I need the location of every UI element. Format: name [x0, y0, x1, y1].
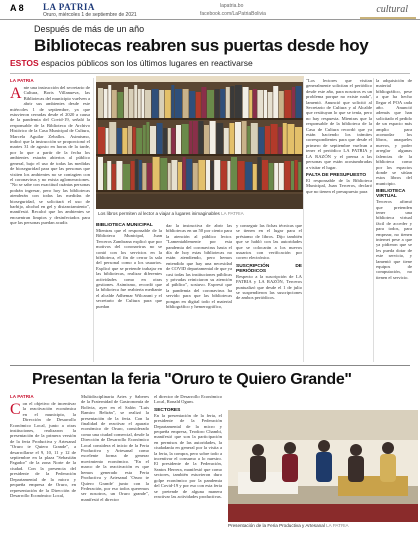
book-spine [143, 125, 146, 154]
book-spine [168, 128, 171, 154]
book-spine [171, 128, 175, 154]
book-spine [189, 121, 192, 154]
book-spine [146, 122, 149, 154]
book-spine [224, 128, 229, 154]
body-text: el director de Desarrollo Económico Local, Ronald Ogum. [154, 394, 222, 405]
book-spine [109, 122, 116, 154]
body-text: "Los lectores que visitan generalmente solicitan el periódico desde este año, para nosotros es un problema porque no existe nada", lamentó. Anunció que solicitó al Secretario de Cultura y al Alcalde que restituyan lo que se tenía, pero no hay respuesta. Mientras que la responsable de la biblioteca de la Casa de Cultura recordó que ya están haciendo los trámites correspondientes para que desde el primero de septiembre vuelvan a tener el periódico LA PATRIA y LA RAZÓN y el prensa a las personas que están acostumbradas a visitar el lugar. [306, 78, 372, 170]
article-column-3 [166, 223, 232, 363]
book-spine [98, 88, 103, 118]
book-spine [112, 164, 116, 190]
shelf-board [96, 190, 304, 192]
book-spine [257, 157, 261, 190]
book-spine [157, 123, 163, 154]
section-underline [360, 17, 416, 19]
book-spine [211, 161, 214, 190]
book-spine [171, 160, 177, 190]
book-spine [298, 162, 301, 190]
website-link[interactable]: lapatria.bo [220, 3, 244, 9]
book-spine [271, 124, 278, 154]
body-text: y conseguir las fichas técnicas que se tienen en el lugar para el préstamo de libros. Dijo también que se habló con las autoridades que se colocarán a los nuevos usuarios con verificación por correo electrónico. [236, 223, 302, 261]
book-spine [176, 125, 181, 154]
body-text: Multidisciplinaria Artes y Saberes de la Fraternidad de Gastronomía de Bolivia, ayer en el Salón "Luis Ramiro Beltrán", se realizó la presentación de la feria. Con la finalidad de reactivar el aparato económico de Oruro, considerado como una ciudad comercial, desde la Dirección de Desarrollo Económico Local considera el inicio de la Feria Productiva y Artesanal como excelente forma de generar movimiento económico. "En el marco de la reactivación es que hemos generado esta Feria Productiva y Artesanal 'Oruro te Quiero Grande' junto con la Federación, por eso todos queremos ser nosotros, un Oruro grande", manifestó el director [81, 394, 149, 502]
book-spine [206, 160, 210, 190]
book-spine [147, 163, 152, 190]
body-text: Mientras que el responsable de la Biblioteca Municipal, Juan Terceros Zambrana explicó que por motivos del coronavirus no se contó con los servicios en la biblioteca, el fin de cerrar la sala del personal como a los usuarios. Explicó que se pretende trabajar en las bibliotecas, realizar diferentes actividades como en otras gestiones. Asimismo, recordó que la biblioteca fue reabierta mediante el alcalde Adhemar Wilcarani y el secretario de Cultura para que puedan [96, 228, 162, 309]
book-spine [243, 87, 249, 118]
book-spine [207, 90, 214, 118]
book-spine [196, 92, 201, 118]
article-column-3 [154, 394, 222, 530]
book-spine [215, 89, 220, 118]
book-spine [171, 85, 174, 118]
book-spine [287, 124, 294, 154]
book-spine [141, 89, 144, 118]
book-spine [269, 163, 274, 190]
book-spine [227, 161, 230, 190]
book-spine [107, 161, 111, 190]
article-column-2 [96, 223, 162, 363]
shelf-board [96, 118, 304, 120]
article-column-6 [376, 78, 412, 363]
book-spine [193, 163, 198, 190]
book-spine [104, 89, 108, 118]
caption-text: Presentación de la Feria Productiva y Artesanal [228, 523, 325, 528]
section-subhead: FALTA DE PRESUPUESTO [306, 172, 367, 178]
book-spine [210, 121, 216, 154]
book-spine [251, 123, 258, 154]
article-headline: Bibliotecas reabren sus puertas desde hoy [34, 36, 369, 55]
book-spine [245, 162, 252, 190]
caption-text: Los libros permiten al lector a viajar a lugares inimaginables [98, 211, 220, 216]
book-spine [279, 91, 284, 118]
book-spine [168, 163, 171, 190]
book-spine [129, 89, 134, 118]
book-spine [152, 89, 159, 118]
book-spine [189, 91, 195, 118]
divider [10, 73, 410, 74]
book-spine [136, 128, 142, 154]
book-spine [160, 158, 167, 190]
book-spine [163, 128, 167, 154]
page-header [0, 0, 420, 20]
book-spine [175, 89, 182, 118]
issue-date: Oruro, miércoles 1 de septiembre de 2021 [43, 12, 137, 18]
book-spine [98, 127, 105, 154]
book-spine [247, 126, 250, 154]
byline: LA PATRIA [10, 394, 34, 399]
article-column-2 [81, 394, 149, 530]
book-spine [198, 121, 203, 154]
column-divider [373, 78, 374, 362]
book-spine [198, 160, 205, 190]
body-text: dar la instructiva de abrir las bibliotecas en un 50 por ciento para la atención al público lector. "Lamentablemente por esta pandemia del coronavirus hasta el día de hoy estas bibliotecas no están atendiendo, pero hemos entendido que hay una necesidad de COVID departamental de que ya casi todas las instituciones públicas y privadas reiniciaron su atención al público", sostuvo. Expresó que la pandemia del coronavirus ha servido para que las bibliotecas pongan en digital todo el material bibliográfico y hemerográfico, [166, 223, 232, 310]
column-divider [303, 78, 304, 362]
book-spine [279, 163, 284, 190]
book-spine [295, 127, 302, 154]
book-spine [265, 126, 270, 154]
book-spine [117, 128, 122, 154]
article-photo [96, 76, 304, 219]
book-spine [123, 164, 130, 190]
book-spine [98, 157, 103, 190]
book-spine [284, 90, 291, 118]
book-spine [128, 126, 132, 154]
article-subheadline [10, 58, 253, 68]
book-spine [220, 89, 225, 118]
book-spine [216, 123, 223, 154]
newspaper-brand: LA PATRIA [43, 2, 95, 12]
book-spine [268, 92, 273, 118]
photo-caption [96, 209, 304, 219]
book-spine [104, 163, 107, 190]
body-text: El responsable de la Biblioteca Municipal, Juan Terceros, declaró que no tienen el presupuesto para [306, 177, 372, 194]
book-spine [124, 87, 128, 118]
fair-presentation-photo [228, 410, 418, 522]
body-text: Terceros afirmó que pretenden tener una biblioteca virtual fácil de acceder y para todos, para empezar, no tienen internet pese a que ya pidieron que se les pueda dotar de este servicio, y lamentó que tiene equipos de computación, no tienen el servicio. [376, 199, 412, 280]
book-spine [291, 161, 294, 190]
subheadline-text: espacios públicos son los últimos lugares en reactivarse [41, 58, 253, 68]
book-spine [264, 90, 267, 118]
book-spine [242, 121, 247, 154]
section-subhead: BIBLIOTECA VIRTUAL [376, 189, 406, 200]
article-divider [10, 365, 410, 366]
book-spine [106, 128, 109, 154]
book-spine [249, 90, 252, 118]
book-spine [262, 160, 268, 190]
book-spine [133, 127, 136, 154]
body-text: En la presentación de la feria, el presidente de la Federación Departamental de la micro y pequeña empresa, Teodoro Chambi, manifestó que son la participación en permisos de las autoridades, la ciudadanía en general por la visita a la feria, la compra, pero sobre todo a incentivar el consumo a lo nuestro. El presidente de la Federación, Santos Herrera, manifestó que como sectores, también estuvieron duro golpe económico por la pandemia del Covid-19 y por eso con esta feria se pretende de alguna manera reactivar las actividades productivas. [154, 412, 222, 499]
article-column-1 [10, 78, 90, 363]
subheadline-tag: ESTOS [10, 58, 39, 68]
book-spine [230, 86, 234, 118]
book-spine [221, 161, 227, 190]
book-spine [183, 157, 186, 190]
section-subhead: BIBLIOTECA MUNICIPAL [96, 223, 153, 228]
shelf-board [96, 154, 304, 156]
book-spine [258, 127, 264, 154]
book-spine [178, 162, 182, 190]
book-spine [183, 89, 189, 118]
photo-caption [228, 523, 418, 528]
book-spine [150, 126, 156, 154]
article-column-5 [306, 78, 372, 363]
article-column-4 [236, 223, 302, 363]
article-headline: Presentan la feria "Oruro te Quiero Grande" [32, 371, 352, 388]
book-spine [135, 159, 138, 190]
book-spine [139, 160, 142, 190]
facebook-link[interactable]: facebook.com/LaPatriaBolivia [200, 11, 266, 17]
book-spine [117, 92, 123, 118]
bookshelf-photo [96, 76, 304, 209]
byline: LA PATRIA [10, 78, 34, 83]
article-kicker: Después de más de un año [34, 24, 145, 34]
book-spine [186, 159, 192, 190]
book-spine [142, 163, 146, 190]
book-spine [134, 85, 137, 118]
body-text: la adquisición de material bibliográfico, pese a que ha hecho llegar el POA cada año. Anunció además que han solicitado el pedido de un espacio más amplio para acomodar los libros, anaqueles nuevos, y poder arreglar algunas falencias de la biblioteca como por los espacios donde se sitúan estos libros del municipio. [376, 78, 412, 186]
page-number: A 8 [10, 3, 24, 13]
book-spine [138, 89, 141, 118]
book-spine [145, 90, 151, 118]
photo-credit: LA PATRIA [326, 523, 349, 528]
book-spine [153, 157, 160, 190]
book-spine [253, 89, 257, 118]
book-spine [235, 85, 242, 118]
book-spine [182, 124, 189, 154]
book-spine [235, 122, 241, 154]
body-text: Respecto a la suscripción de LA PATRIA y LA RAZÓN, Terceros puntualizó que desde el 1 de julio se suspendieron las suscripciones de ambos periódicos. [236, 273, 302, 301]
drop-cap: C [10, 401, 21, 418]
book-spine [112, 90, 117, 118]
drop-cap: A [10, 85, 22, 102]
book-spine [108, 85, 111, 118]
book-spine [283, 123, 287, 154]
book-spine [274, 163, 278, 190]
book-spine [165, 90, 171, 118]
book-spine [278, 127, 282, 154]
book-spine [273, 86, 278, 118]
book-spine [295, 160, 298, 190]
column-divider [93, 78, 94, 362]
book-spine [131, 161, 135, 190]
photo-credit: LA PATRIA [221, 211, 244, 216]
book-spine [257, 90, 263, 118]
book-spine [116, 161, 122, 190]
book-spine [193, 121, 198, 154]
book-spine [284, 161, 290, 190]
book-spine [231, 157, 237, 190]
book-spine [292, 87, 295, 118]
article-photo [228, 410, 418, 522]
body-text: on el objetivo de incentivar la reactivación económica en el municipio, la Dirección de Desarrollo Económico Local, junto a otras instituciones, realizaron la presentación de la primera versión de la feria Productiva y Artesanal "Oruro te Quiero Grande", a desarrollarse el 9, 10, 11 y 12 de septiembre en la plaza "Sebastián Pagador" de la zona Norte de la ciudad. Con la presencia del presidente de la Federación Departamental de la micro y pequeña empresa de Oruro, en representación de la Dirección de Desarrollo Económico Local, [10, 401, 76, 498]
book-spine [253, 164, 257, 190]
book-spine [122, 128, 127, 154]
book-spine [159, 90, 164, 118]
book-spine [229, 123, 234, 154]
book-spine [214, 160, 220, 190]
book-spine [204, 125, 209, 154]
section-subhead: SECTORES [154, 407, 181, 413]
section-subhead: SUSCRIPCIÓN DE PERIÓDICOS [236, 263, 302, 274]
section-name: cultural [376, 4, 408, 15]
book-spine [296, 86, 302, 118]
book-spine [238, 161, 245, 190]
article-column-1 [10, 394, 76, 530]
body-text: nte una instrucción del secretario de Cultura, Boris Villanueva, las Bibliotecas del municipio vuelven a abrir sus ambientes desde este miércoles 1 de septiembre, ya que estuvieron cerradas desde el 2020 a causa de la pandemia del Covid-19, señaló la responsable de la Biblioteca de Archivo Histórico de la Casa Municipal de Cultura, Marcela Aguilar Zeballos. Asimismo, indicó que la instrucción se proporcionó el martes 31 de agosto en horas de la tarde, por lo que a partir de la fecha los ambientes estarán abiertos al público general, bajo el uso de todas las medidas de bioseguridad para que las personas que visiten los ambientes no se contagien con el coronavirus y no exista aglomeraciones. "No se sabe con exactitud cuántas personas podrán ingresar, pero hoy las bibliotecas atenderán con todas las medidas de bioseguridad, se solicitará el uso de barbijo, alcohol en gel y distanciamiento", manifestó. Recalcó que los ambientes se encuentran limpios y desinfectados para que las personas puedan acudir. [10, 85, 90, 226]
book-spine [201, 87, 206, 118]
book-spine [226, 87, 230, 118]
